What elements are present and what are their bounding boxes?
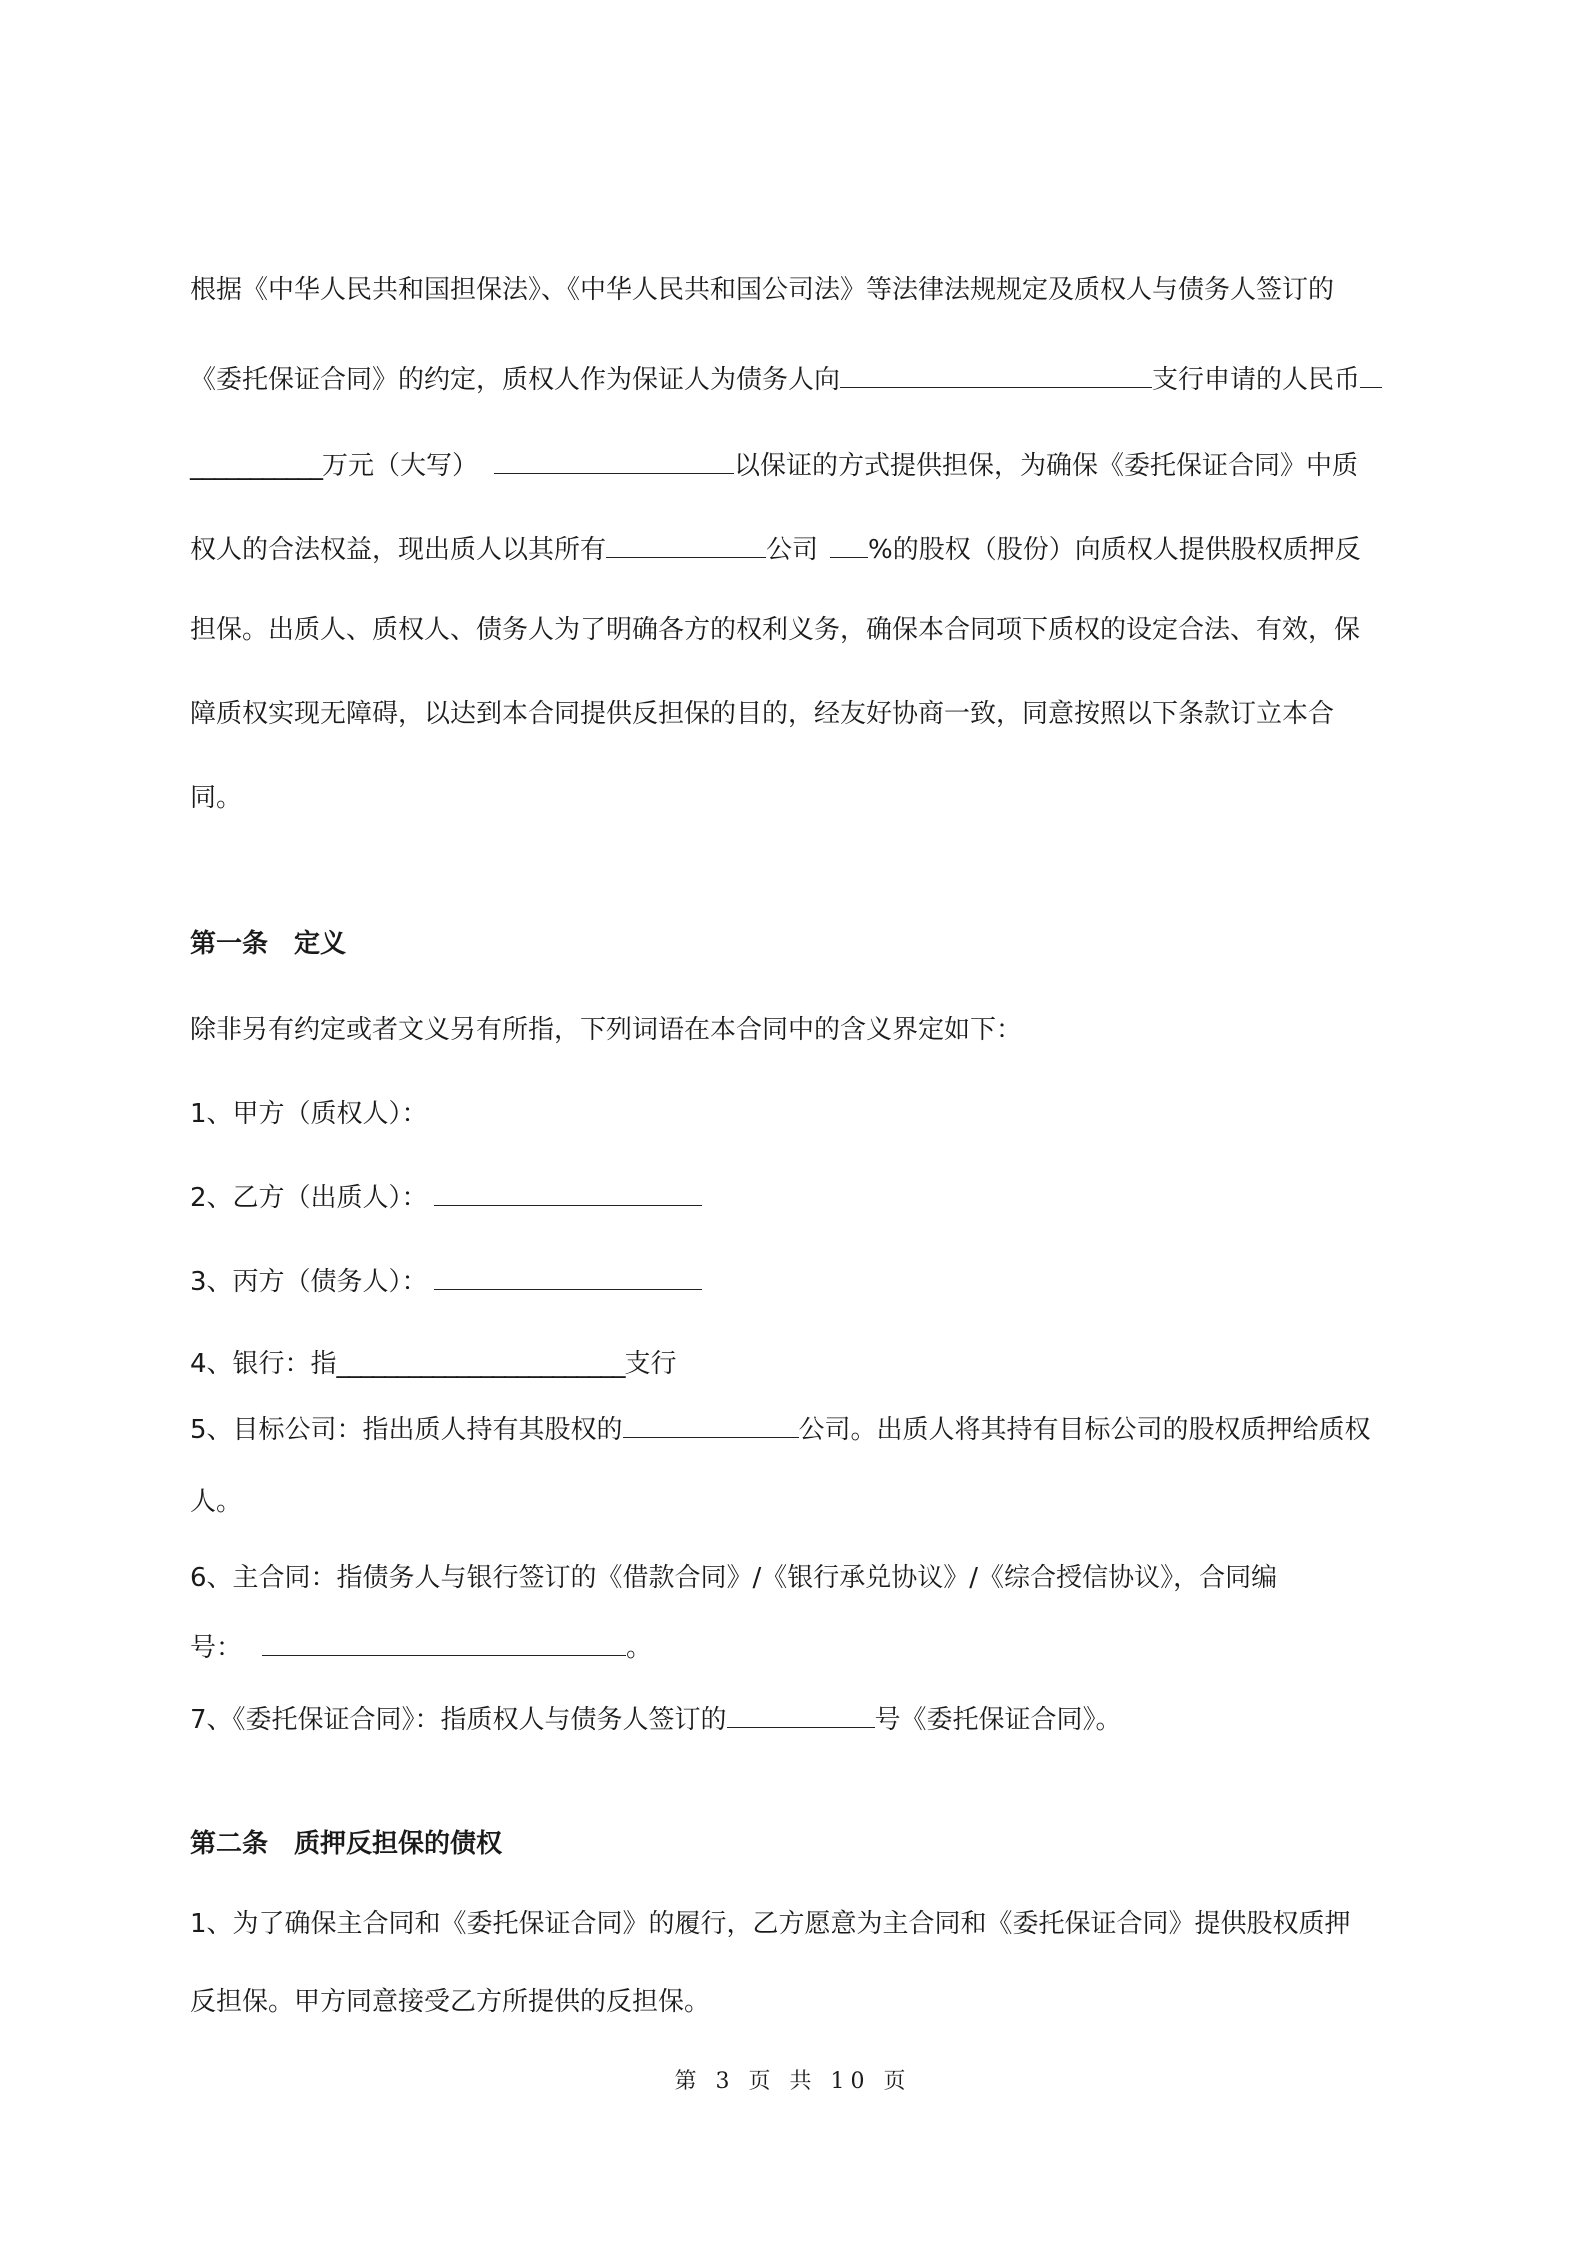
intro-line-2: 《委托保证合同》的约定，质权人作为保证人为债务人向 支行申请的人民币 — [190, 362, 1382, 398]
page-number-footer: 第 3 页 共 10 页 — [674, 2069, 912, 2094]
blank-bank[interactable]: ________________________ — [336, 1349, 625, 1379]
blank-target-company[interactable] — [623, 1413, 799, 1438]
intro-line-5: 担保。出质人、质权人、债务人为了明确各方的权利义务，确保本合同项下质权的设定合法、有效，保 — [190, 615, 1361, 645]
definition-item-1: 1、甲方（质权人）： — [190, 1099, 428, 1129]
definition-item-5: 5、目标公司：指出质人持有其股权的 公司。出质人将其持有目标公司的股权质押给质权 — [190, 1415, 1371, 1445]
definition-item-2: 2、乙方（出质人）： — [190, 1180, 702, 1216]
intro-line-3: ___________万元（大写） 以保证的方式提供担保，为确保《委托保证合同》中质 — [190, 451, 1359, 481]
blank-share-percent[interactable] — [830, 533, 868, 558]
blank-amount[interactable]: ___________ — [190, 451, 322, 481]
blank-bank-branch[interactable] — [840, 363, 1152, 388]
definition-item-3: 3、丙方（债务人）： — [190, 1264, 702, 1300]
article-2-item-1: 1、为了确保主合同和《委托保证合同》的履行，乙方愿意为主合同和《委托保证合同》提供股权质押 — [190, 1909, 1351, 1939]
blank-owned-company[interactable] — [606, 533, 766, 558]
article-2-heading: 第二条 质押反担保的债权 — [190, 1829, 503, 1859]
definition-item-5-cont: 人。 — [190, 1487, 243, 1517]
article-2-item-1-cont: 反担保。甲方同意接受乙方所提供的反担保。 — [190, 1987, 711, 2017]
intro-line-1: 根据《中华人民共和国担保法》、《中华人民共和国公司法》等法律法规规定及质权人与债务人签订的 — [190, 275, 1335, 305]
definition-item-4: 4、银行：指________________________支行 — [190, 1349, 677, 1379]
definition-item-6-cont: 号： 。 — [190, 1633, 653, 1663]
blank-amount-uppercase[interactable] — [494, 449, 734, 474]
intro-line-7: 同。 — [190, 783, 243, 813]
definition-item-7: 7、《委托保证合同》：指质权人与债务人签订的 号《委托保证合同》。 — [190, 1705, 1122, 1735]
blank-debtor[interactable] — [434, 1265, 702, 1290]
intro-line-4: 权人的合法权益，现出质人以其所有 公司 %的股权（股份）向质权人提供股权质押反 — [190, 535, 1361, 565]
intro-line-6: 障质权实现无障碍，以达到本合同提供反担保的目的，经友好协商一致，同意按照以下条款订立本合 — [190, 699, 1335, 729]
blank-pledgor[interactable] — [434, 1181, 702, 1206]
blank-guarantee-contract-number[interactable] — [727, 1703, 875, 1728]
blank-contract-number[interactable] — [262, 1631, 626, 1656]
definition-item-6: 6、主合同：指债务人与银行签订的《借款合同》/《银行承兑协议》/《综合授信协议》，合同编 — [190, 1563, 1278, 1593]
blank-amount-start[interactable] — [1360, 363, 1382, 388]
article-1-lead: 除非另有约定或者文义另有所指，下列词语在本合同中的含义界定如下： — [190, 1015, 1023, 1045]
article-1-heading: 第一条 定义 — [190, 929, 347, 959]
